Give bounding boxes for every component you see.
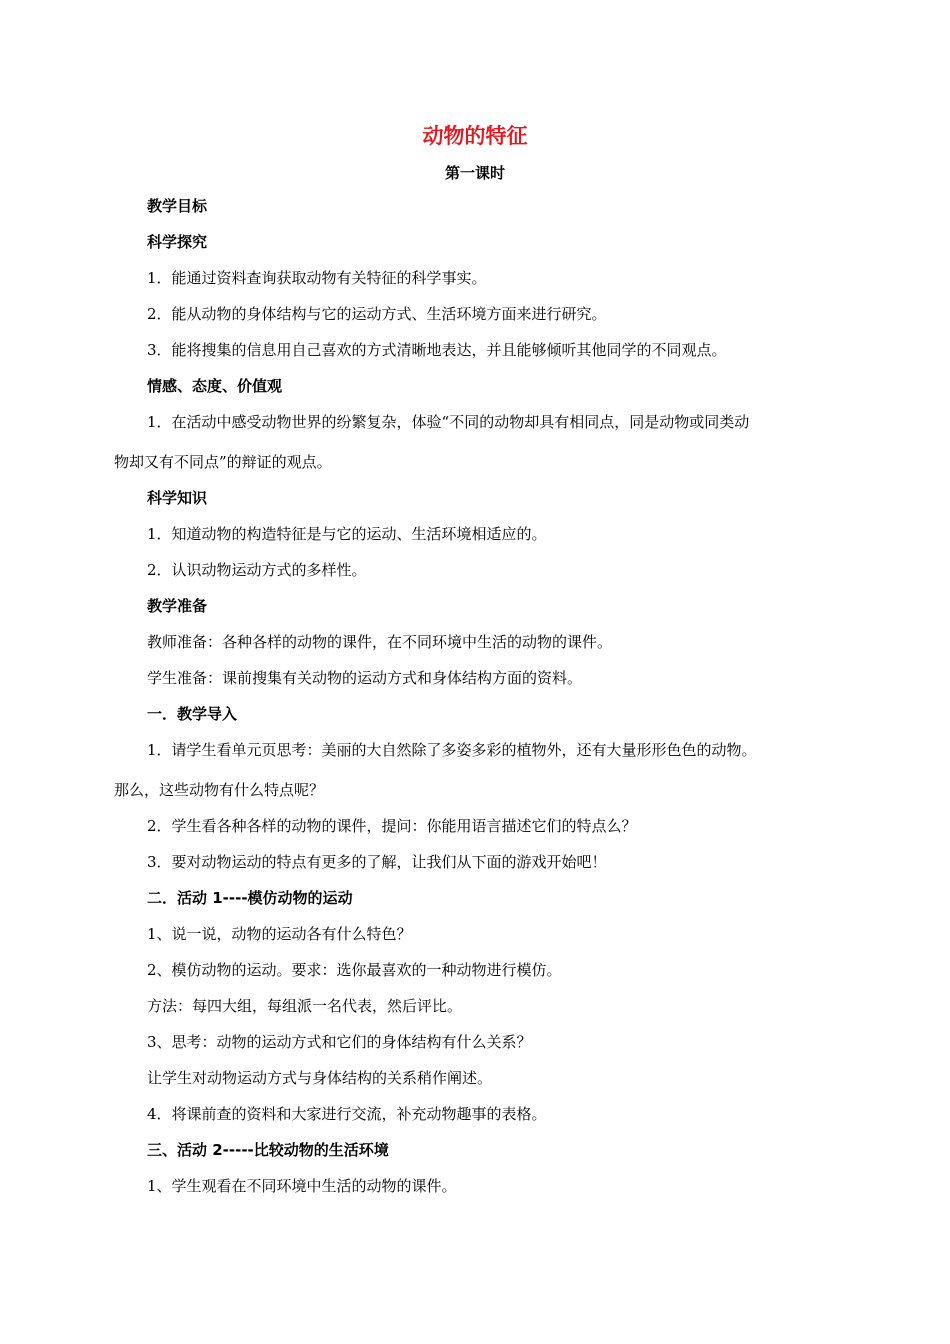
paragraph-line: 1．在活动中感受动物世界的纷繁复杂，体验“不同的动物却具有相同点，同是动物或同类动 xyxy=(147,413,750,431)
section-heading: 科学知识 xyxy=(147,489,208,507)
paragraph-line: 2．能从动物的身体结构与它的运动方式、生活环境方面来进行研究。 xyxy=(147,305,607,323)
section-heading: 三、活动 2-----比较动物的生活环境 xyxy=(147,1141,389,1159)
paragraph-continuation: 那么，这些动物有什么特点呢？ xyxy=(114,781,325,799)
document-title: 动物的特征 xyxy=(422,124,528,148)
paragraph-line: 学生准备：课前搜集有关动物的运动方式和身体结构方面的资料。 xyxy=(147,669,583,687)
paragraph-line: 2．学生看各种各样的动物的课件，提问：你能用语言描述它们的特点么？ xyxy=(147,817,637,835)
paragraph-line: 2、模仿动物的运动。要求：选你最喜欢的一种动物进行模仿。 xyxy=(147,961,562,979)
paragraph-line: 方法：每四大组，每组派一名代表，然后评比。 xyxy=(147,997,463,1015)
paragraph-line: 3、思考：动物的运动方式和它们的身体结构有什么关系？ xyxy=(147,1033,532,1051)
paragraph-line: 2．认识动物运动方式的多样性。 xyxy=(147,561,367,579)
section-heading: 科学探究 xyxy=(147,233,208,251)
paragraph-line: 1．请学生看单元页思考：美丽的大自然除了多姿多彩的植物外，还有大量形形色色的动物。 xyxy=(147,741,757,759)
paragraph-line: 教师准备：各种各样的动物的课件，在不同环境中生活的动物的课件。 xyxy=(147,633,613,651)
section-heading: 情感、态度、价值观 xyxy=(147,377,283,395)
paragraph-line: 3．要对动物运动的特点有更多的了解，让我们从下面的游戏开始吧！ xyxy=(147,853,607,871)
paragraph-line: 3．能将搜集的信息用自己喜欢的方式清晰地表达，并且能够倾听其他同学的不同观点。 xyxy=(147,341,727,359)
paragraph-line: 4．将课前查的资料和大家进行交流，补充动物趣事的表格。 xyxy=(147,1105,547,1123)
paragraph-line: 1、说一说，动物的运动各有什么特色？ xyxy=(147,925,412,943)
paragraph-continuation: 物却又有不同点”的辩证的观点。 xyxy=(114,453,332,471)
paragraph-line: 让学生对动物运动方式与身体结构的关系稍作阐述。 xyxy=(147,1069,493,1087)
paragraph-line: 1．能通过资料查询获取动物有关特征的科学事实。 xyxy=(147,269,487,287)
document-subtitle: 第一课时 xyxy=(444,164,505,182)
section-heading: 二．活动 1----模仿动物的运动 xyxy=(147,889,353,907)
section-heading: 一．教学导入 xyxy=(147,705,238,723)
paragraph-line: 1、学生观看在不同环境中生活的动物的课件。 xyxy=(147,1177,457,1195)
section-heading: 教学目标 xyxy=(147,197,208,215)
section-heading: 教学准备 xyxy=(147,597,208,615)
paragraph-line: 1．知道动物的构造特征是与它的运动、生活环境相适应的。 xyxy=(147,525,547,543)
